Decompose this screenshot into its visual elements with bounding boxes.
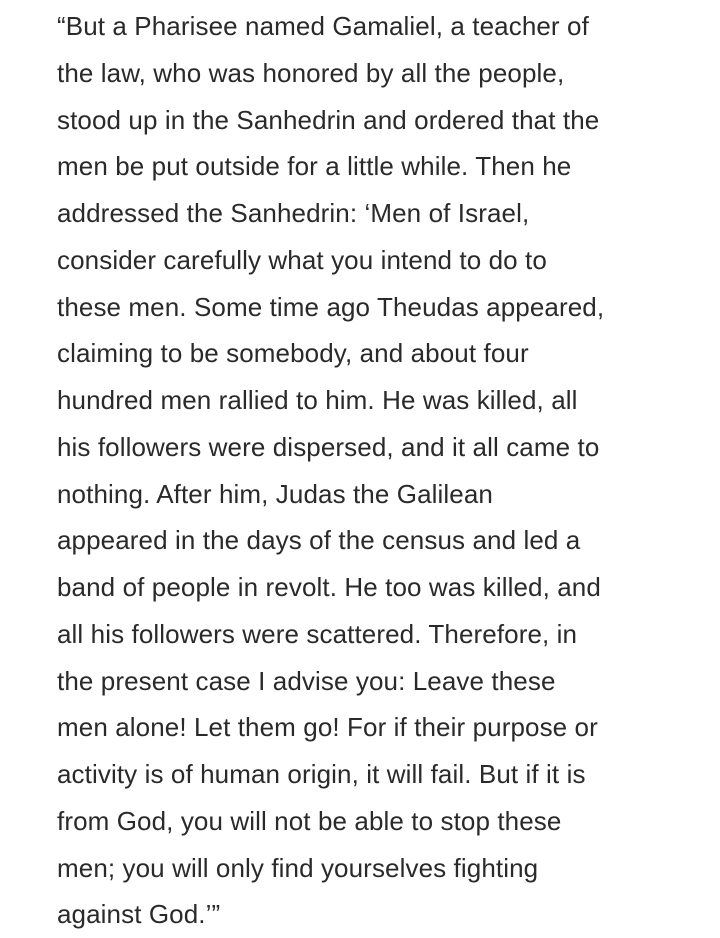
passage-line: appeared in the days of the census and led a (57, 525, 581, 556)
passage-line: men alone! Let them go! For if their purpose or (57, 712, 598, 743)
passage-line: hundred men rallied to him. He was killed, all (57, 385, 578, 415)
passage-line: men be put outside for a little while. Then he (57, 151, 572, 182)
passage-line: the law, who was honored by all the people, (57, 57, 565, 88)
passage-line: against God.’” (57, 899, 221, 930)
passage-line: these men. Some time ago Theudas appeared, (57, 291, 605, 322)
passage-line: his followers were dispersed, and it all came to (57, 431, 600, 462)
passage-line: the present case I advise you: Leave these (57, 665, 556, 696)
passage-line: stood up in the Sanhedrin and ordered that the (57, 104, 600, 135)
passage-line: men; you will only find yourselves fighting (57, 852, 539, 883)
passage-line: all his followers were scattered. Therefore, in (57, 618, 578, 649)
scripture-passage (57, 3, 697, 938)
passage-line: consider carefully what you intend to do to (57, 244, 547, 275)
passage-line: band of people in revolt. He too was killed, and (57, 572, 601, 602)
passage-line: nothing. After him, Judas the Galilean (57, 478, 493, 509)
passage-line: claiming to be somebody, and about four (57, 338, 529, 369)
passage-line: “But a Pharisee named Gamaliel, a teacher of (57, 11, 589, 41)
passage-line: from God, you will not be able to stop these (57, 805, 562, 836)
passage-line: addressed the Sanhedrin: ‘Men of Israel, (57, 198, 530, 228)
passage-line: activity is of human origin, it will fail. But if it is (57, 759, 586, 789)
